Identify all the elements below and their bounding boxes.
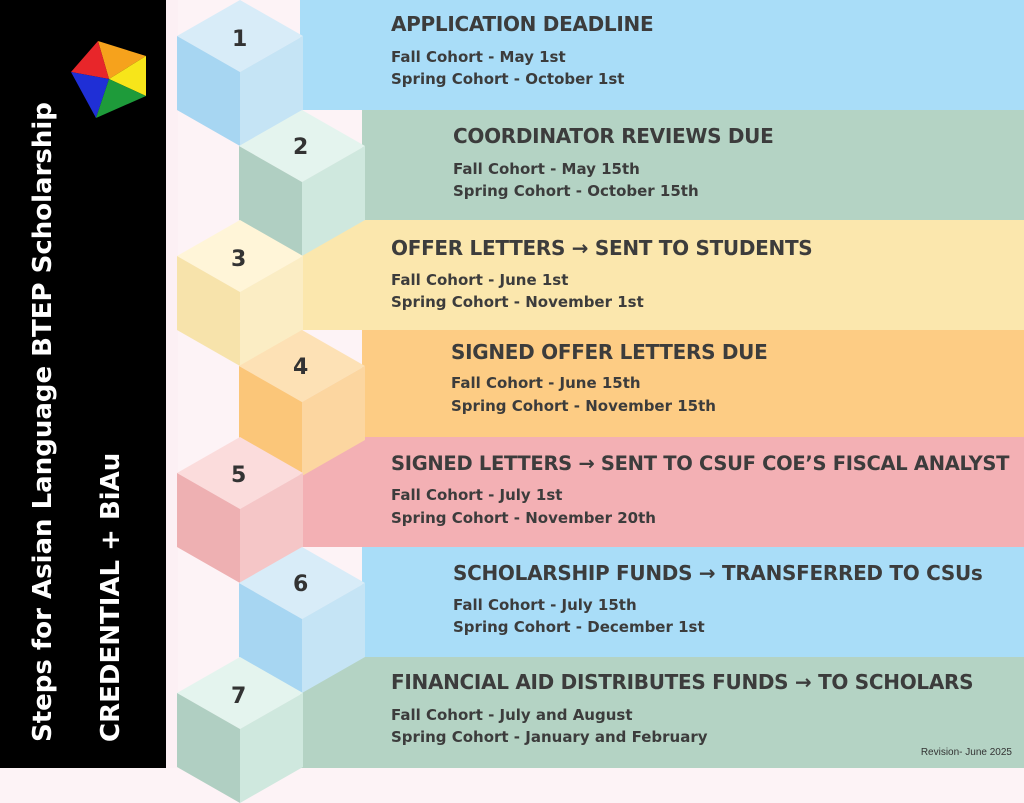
sidebar-title: Steps for Asian Language BTEP Scholarship [28, 102, 58, 742]
step-number-2: 2 [293, 135, 309, 160]
step-title-4: SIGNED OFFER LETTERS DUE [451, 340, 768, 364]
step-spring-6: Spring Cohort - December 1st [453, 618, 705, 636]
step-spring-5: Spring Cohort - November 20th [391, 509, 656, 527]
step-cube-7 [177, 657, 303, 803]
step-spring-7: Spring Cohort - January and February [391, 728, 708, 746]
step-title-2: COORDINATOR REVIEWS DUE [453, 124, 774, 148]
step-fall-6: Fall Cohort - July 15th [453, 596, 637, 614]
step-fall-3: Fall Cohort - June 1st [391, 271, 569, 289]
step-title-5: SIGNED LETTERS → SENT TO CSUF COE’S FISCAL ANALYST [391, 452, 1010, 475]
step-title-3: OFFER LETTERS → SENT TO STUDENTS [391, 236, 813, 260]
step-number-1: 1 [232, 27, 248, 52]
sidebar-subtitle: CREDENTIAL + BiAu [96, 452, 126, 742]
step-fall-2: Fall Cohort - May 15th [453, 160, 640, 178]
step-fall-7: Fall Cohort - July and August [391, 706, 633, 724]
step-number-5: 5 [231, 463, 247, 488]
step-fall-1: Fall Cohort - May 1st [391, 48, 566, 66]
sidebar [0, 0, 166, 768]
step-fall-4: Fall Cohort - June 15th [451, 374, 641, 392]
step-spring-1: Spring Cohort - October 1st [391, 70, 625, 88]
step-number-6: 6 [293, 572, 309, 597]
step-spring-2: Spring Cohort - October 15th [453, 182, 699, 200]
step-spring-3: Spring Cohort - November 1st [391, 293, 644, 311]
step-number-7: 7 [231, 684, 247, 709]
step-title-7: FINANCIAL AID DISTRIBUTES FUNDS → TO SCHOLARS [391, 670, 974, 694]
step-title-1: APPLICATION DEADLINE [391, 12, 654, 36]
color-cube-logo-icon [68, 38, 150, 120]
step-number-3: 3 [231, 247, 247, 272]
step-number-4: 4 [293, 355, 309, 380]
step-title-6: SCHOLARSHIP FUNDS → TRANSFERRED TO CSUs [453, 561, 983, 585]
step-spring-4: Spring Cohort - November 15th [451, 397, 716, 415]
revision-note: Revision- June 2025 [920, 747, 1012, 758]
step-fall-5: Fall Cohort - July 1st [391, 486, 563, 504]
